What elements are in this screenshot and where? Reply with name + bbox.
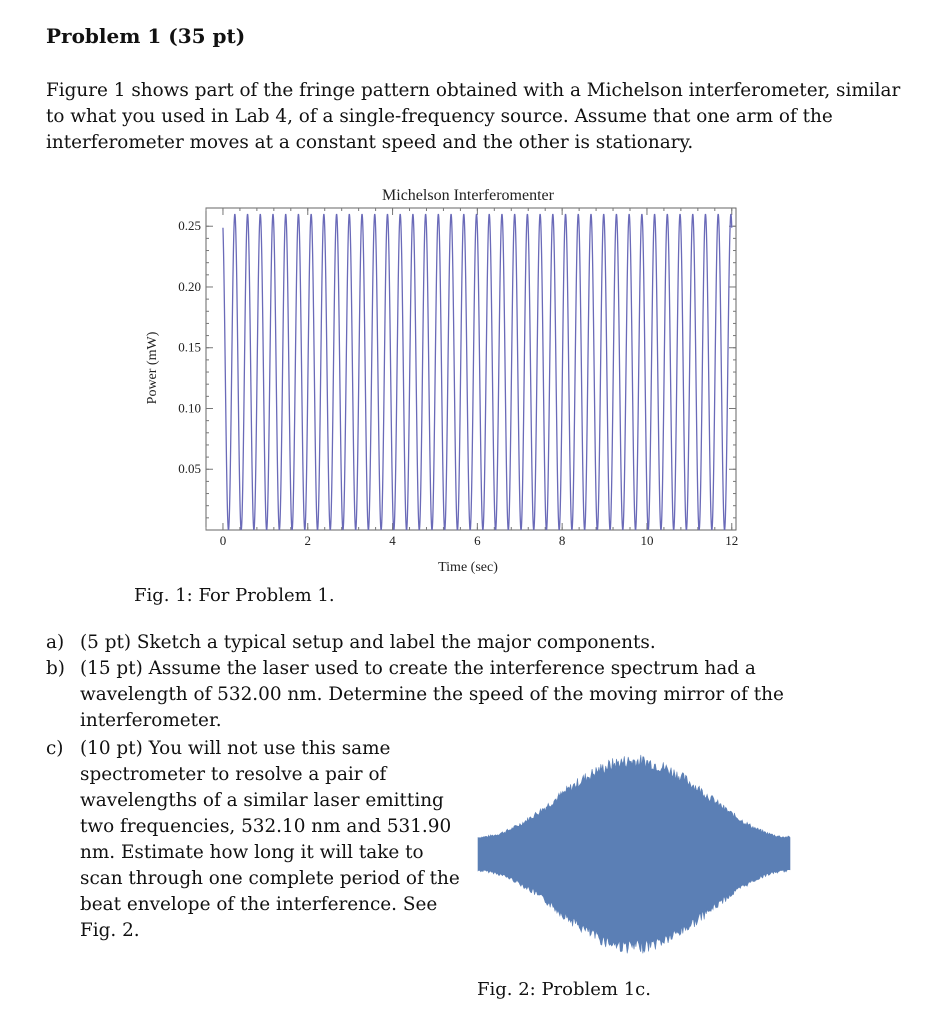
x-tick-label: 4 <box>389 533 396 548</box>
question-b-label: b) <box>46 658 65 679</box>
question-a-label: a) <box>46 632 65 653</box>
x-axis-label: Time (sec) <box>438 560 498 575</box>
figure-2 <box>474 752 804 976</box>
figure-2-caption: Fig. 2: Problem 1c. <box>477 979 651 1000</box>
series-line-power <box>223 214 732 530</box>
question-c <box>46 736 466 956</box>
x-tick-label: 2 <box>304 533 312 548</box>
question-b-text: (15 pt) Assume the laser used to create the interference spectrum had a wavelength of 532.00 nm. Determine the speed of the moving mirror of the interferometer. <box>80 658 784 731</box>
y-tick-label: 0.20 <box>178 278 201 294</box>
x-tick-label: 0 <box>219 533 227 548</box>
chart-title: Michelson Interferomenter <box>382 187 554 204</box>
y-axis-label: Power (mW) <box>145 331 160 405</box>
y-tick-label: 0.05 <box>178 461 201 477</box>
x-tick-label: 6 <box>474 533 481 548</box>
x-tick-label: 8 <box>558 533 566 548</box>
problem-intro: Figure 1 shows part of the fringe pattern obtained with a Michelson interferometer, similar to what you used in Lab 4, of a single-frequency source. Assume that one arm of the interferometer moves at a constant speed and the other is stationary. <box>46 80 901 153</box>
y-tick-label: 0.25 <box>178 218 201 234</box>
x-tick-label: 10 <box>640 533 654 548</box>
x-tick-label: 12 <box>725 533 739 548</box>
problem-title: Problem 1 (35 pt) <box>46 24 246 48</box>
question-c-label: c) <box>46 738 64 759</box>
figure-1-caption: Fig. 1: For Problem 1. <box>134 585 335 606</box>
question-c-text: (10 pt) You will not use this same spectrometer to resolve a pair of wavelengths of a similar laser emitting two frequencies, 532.10 nm and 531.90 nm. Estimate how long it will take to scan through one complete period of the beat envelope of the interference. See Fig. 2. <box>80 738 460 941</box>
y-tick-label: 0.15 <box>178 339 201 355</box>
question-a-text: (5 pt) Sketch a typical setup and label the major components. <box>80 632 656 653</box>
fringe-chart <box>140 178 750 578</box>
question-b <box>46 656 906 738</box>
beat-envelope-chart <box>474 752 804 972</box>
y-tick-label: 0.10 <box>178 400 201 416</box>
beat-envelope-area <box>478 755 790 953</box>
figure-1 <box>140 178 750 582</box>
